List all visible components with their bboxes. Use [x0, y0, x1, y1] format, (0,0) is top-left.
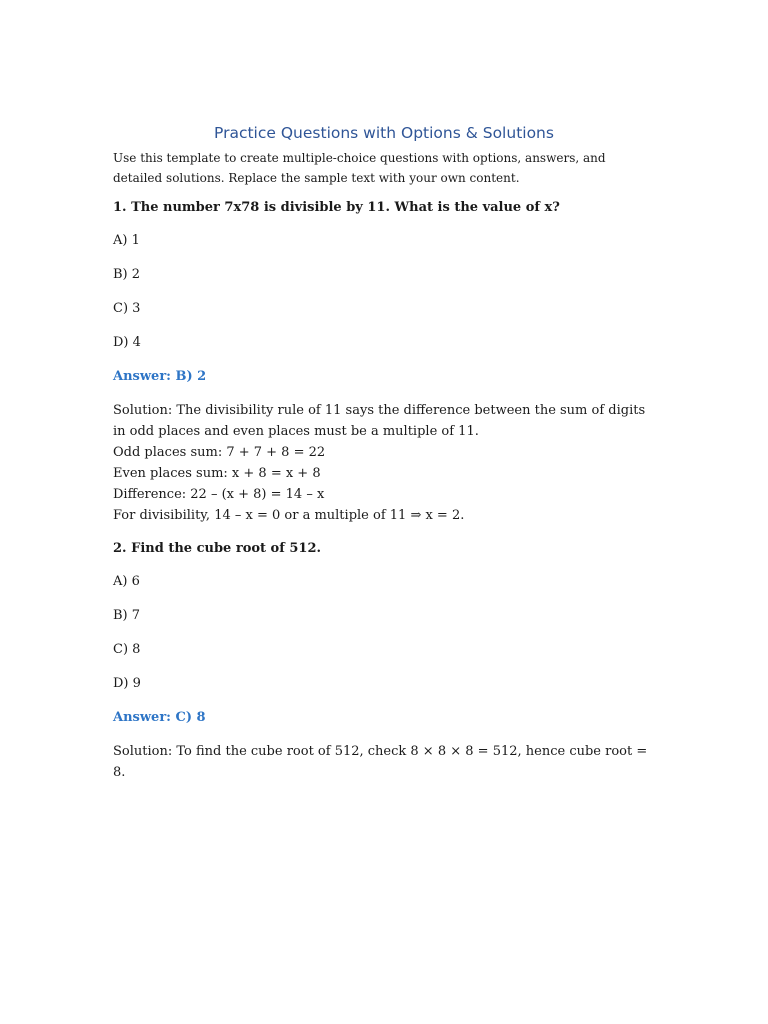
option-b: B) 2 — [113, 267, 141, 282]
solution-line: Odd places sum: 7 + 7 + 8 = 22 — [113, 445, 326, 460]
option-d: D) 9 — [113, 676, 141, 691]
option-a: A) 1 — [113, 233, 140, 248]
solution-line: Difference: 22 – (x + 8) = 14 – x — [113, 487, 325, 502]
question-block-2 — [113, 539, 658, 783]
document-title: Practice Questions with Options & Solutions — [214, 124, 554, 142]
question-text: 2. Find the cube root of 512. — [113, 541, 322, 556]
solution-line: Solution: To find the cube root of 512, check 8 × 8 × 8 = 512, hence cube root = 8. — [113, 744, 648, 780]
option-c: C) 3 — [113, 301, 141, 316]
option-b: B) 7 — [113, 608, 141, 623]
solution-block — [113, 400, 658, 526]
question-block-1 — [113, 198, 658, 526]
intro-paragraph: Use this template to create multiple-choice questions with options, answers, and detailed solutions. Replace the sample text with your own content. — [113, 151, 606, 185]
option-d: D) 4 — [113, 335, 141, 350]
solution-block — [113, 741, 658, 783]
solution-line: For divisibility, 14 – x = 0 or a multiple of 11 ⇒ x = 2. — [113, 508, 465, 523]
option-a: A) 6 — [113, 574, 140, 589]
option-c: C) 8 — [113, 642, 141, 657]
question-text: 1. The number 7x78 is divisible by 11. What is the value of x? — [113, 200, 560, 215]
solution-line: Solution: The divisibility rule of 11 says the difference between the sum of digits in odd places and even places must be a multiple of 11. — [113, 403, 646, 439]
solution-line: Even places sum: x + 8 = x + 8 — [113, 466, 321, 481]
answer-text: Answer: C) 8 — [113, 710, 206, 725]
document-body — [113, 148, 658, 796]
answer-text: Answer: B) 2 — [113, 369, 207, 384]
